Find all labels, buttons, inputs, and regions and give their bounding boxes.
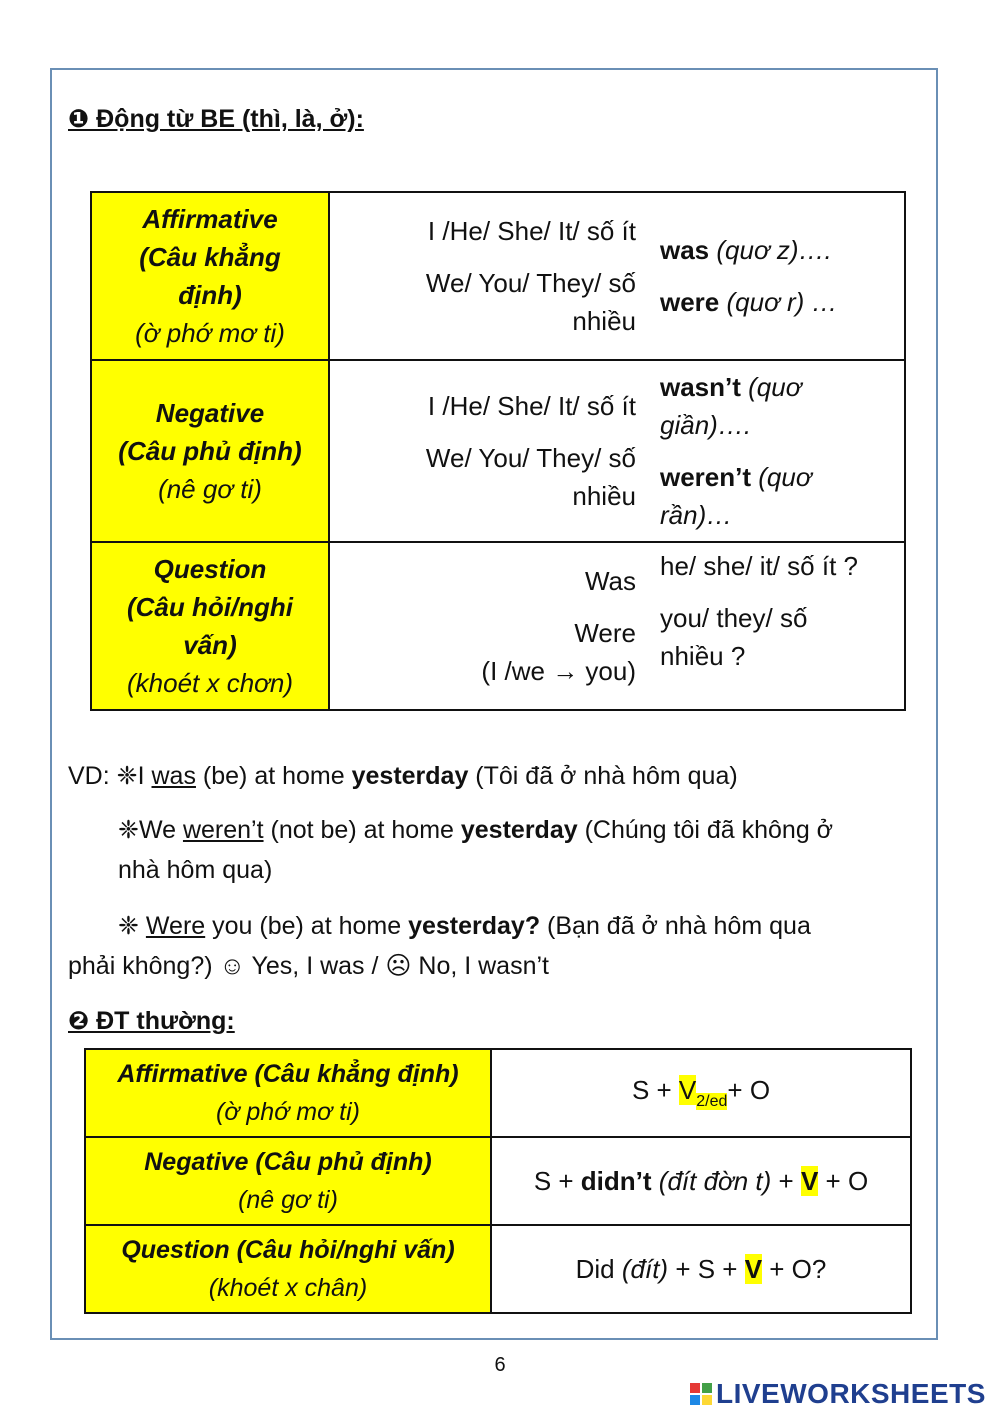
formula-negative: S + didn’t (đít đờn t) + V + O (491, 1137, 911, 1225)
example-2: ❈We weren’t (not be) at home yesterday (Chúng tôi đã không ở nhà hôm qua) (118, 816, 834, 884)
question-pron-2: (khoét x chân) (208, 1274, 368, 1302)
question-label-2: Question (Câu hỏi/nghi vấn) (121, 1236, 455, 1264)
be-table (90, 191, 906, 711)
subject-plural: We/ You/ They/ số nhiều (425, 268, 636, 336)
verb-werent: weren’t (quơ rần)… (660, 462, 812, 530)
affirmative-cell-2 (85, 1049, 491, 1137)
affirmative-verbs (648, 192, 905, 360)
regular-verb-table (84, 1048, 912, 1314)
negative-verbs (648, 360, 905, 542)
verb-were: were (quơ r) … (660, 287, 838, 317)
question-subjects (329, 542, 648, 710)
question-were: Were (574, 618, 636, 648)
question-cell-2 (85, 1225, 491, 1313)
page-number: 6 (494, 1354, 506, 1376)
subject-singular: I /He/ She/ It/ số ít (427, 216, 636, 246)
formula-question: Did (đít) + S + V + O? (491, 1225, 911, 1313)
question-vn: (Câu hỏi/nghi vấn) (126, 592, 294, 660)
logo-text: LIVEWORKSHEETS (716, 1378, 986, 1409)
section2-title: ❷ ĐT thường: (68, 1007, 235, 1035)
negative-vn: (Câu phủ định) (118, 436, 302, 466)
question-plural: you/ they/ số nhiều ? (660, 603, 808, 671)
example-3: ❈ Were you (be) at home yesterday? (Bạn đã ở nhà hôm qua phải không?) ☺ Yes, I was / ☹ No, I wasn’t (68, 912, 811, 980)
question-was: Was (584, 566, 636, 596)
affirmative-vn: (Câu khẳng định) (139, 242, 281, 310)
verb-wasnt: wasn’t (quơ giần)…. (660, 372, 802, 440)
affirmative-pron-2: (ờ phớ mơ ti) (216, 1098, 360, 1126)
negative-cell-2 (85, 1137, 491, 1225)
question-pron: (khoét x chơn) (126, 668, 293, 698)
question-label: Question (153, 554, 267, 584)
example-1: VD: ❈I was (be) at home yesterday (Tôi đã ở nhà hôm qua) (68, 762, 738, 790)
subject-singular: I /He/ She/ It/ số ít (427, 391, 636, 421)
section1-title: ❶ Động từ BE (thì, là, ở): (68, 105, 364, 133)
affirmative-cell (91, 192, 329, 360)
liveworksheets-logo[interactable] (690, 1378, 986, 1410)
question-cell (91, 542, 329, 710)
negative-pron: (nê gơ ti) (158, 474, 262, 504)
subject-plural: We/ You/ They/ số nhiều (425, 443, 636, 511)
negative-cell (91, 360, 329, 542)
question-note: (I /we → you) (481, 656, 636, 686)
formula-affirmative: $S + V_{2/ed}+ O$ (491, 1049, 911, 1137)
logo-icon (690, 1383, 712, 1405)
affirmative-pron: (ờ phớ mơ ti) (135, 318, 285, 348)
negative-subjects (329, 360, 648, 542)
negative-pron-2: (nê gơ ti) (238, 1186, 338, 1214)
question-singular: he/ she/ it/ số ít ? (660, 551, 858, 581)
verb-was: was (quơ z)…. (660, 235, 832, 265)
affirmative-label-2: Affirmative (Câu khẳng định) (117, 1060, 459, 1088)
affirmative-subjects (329, 192, 648, 360)
negative-label-2: Negative (Câu phủ định) (144, 1148, 432, 1176)
affirmative-label: Affirmative (142, 204, 278, 234)
question-verbs (648, 542, 905, 710)
negative-label: Negative (155, 398, 265, 428)
